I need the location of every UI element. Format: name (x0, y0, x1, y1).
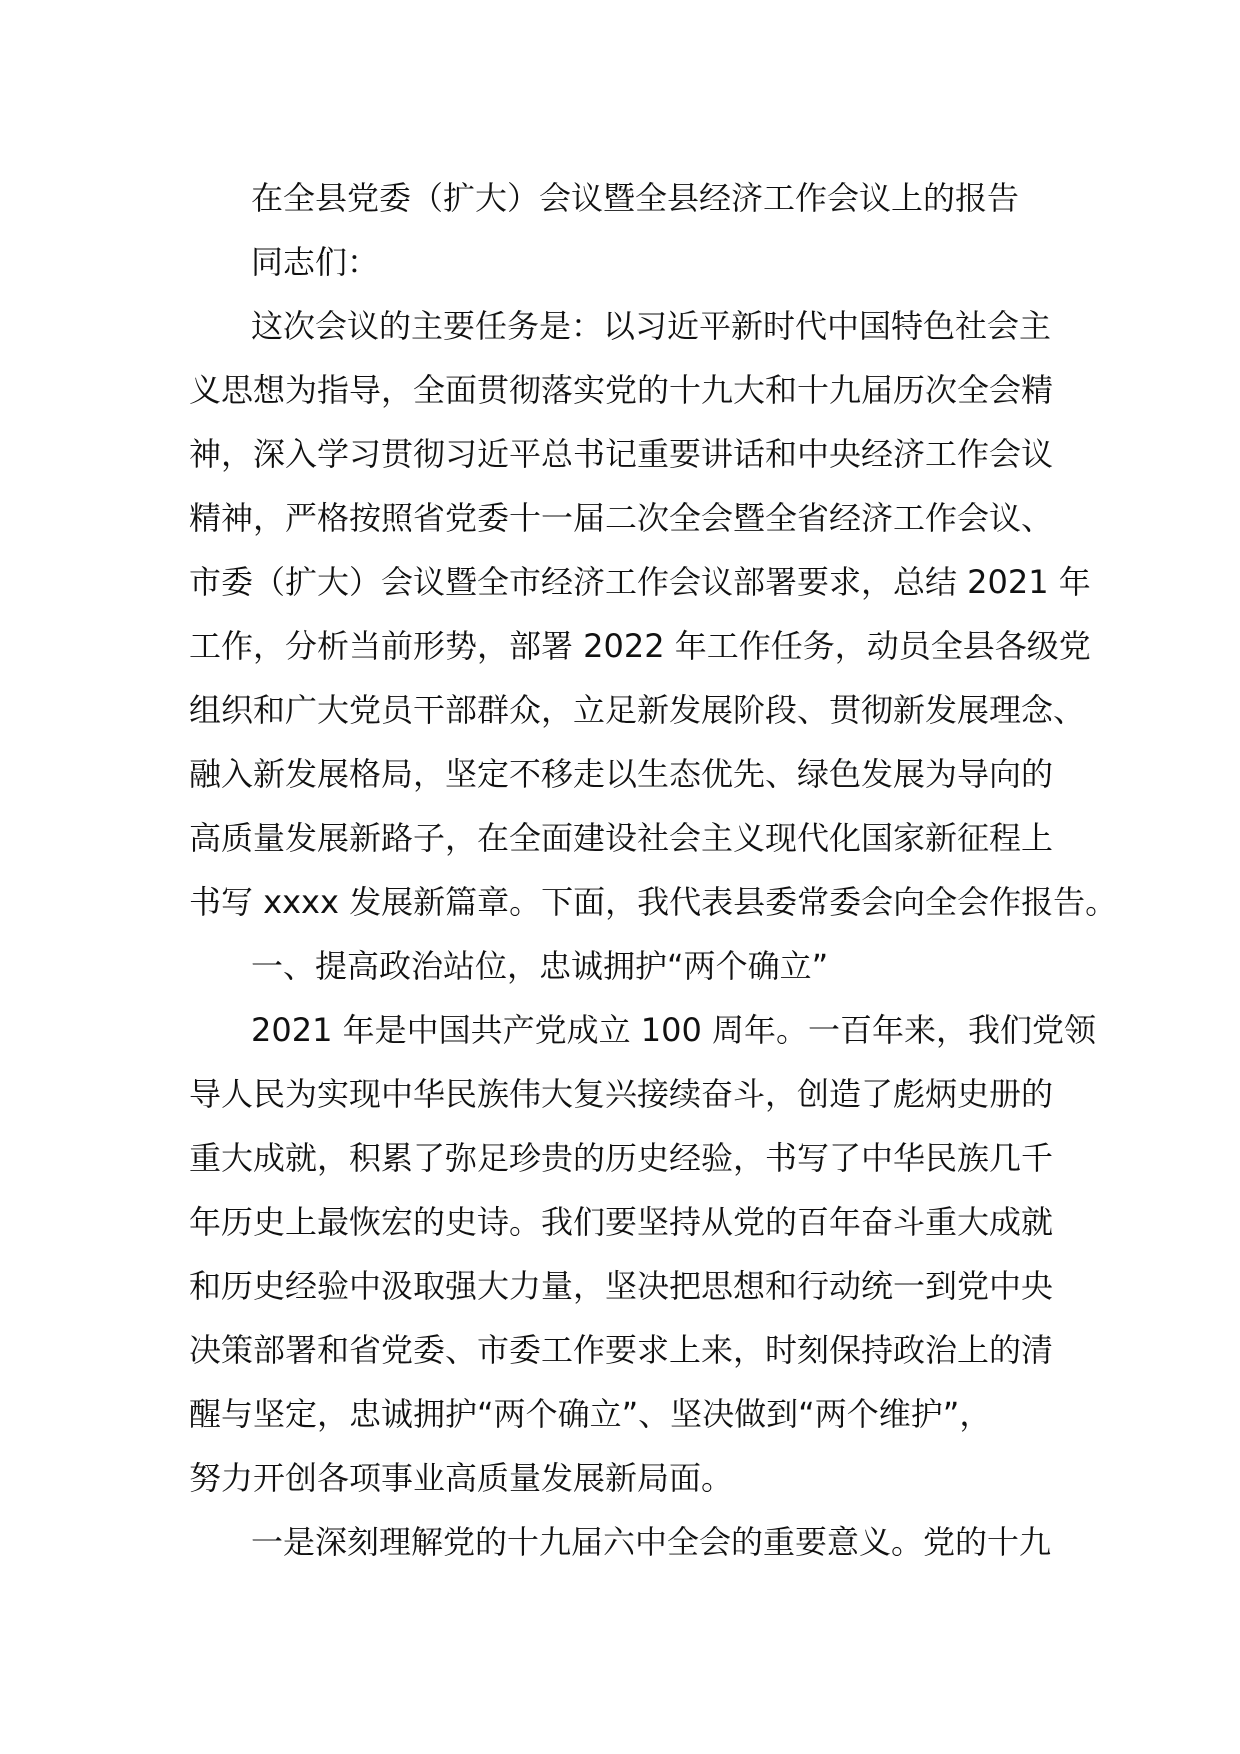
section-heading: 一、提高政治站位，忠诚拥护“两个确立” (251, 947, 829, 985)
paragraph-line: 努力开创各项事业高质量发展新局面。 (189, 1459, 734, 1497)
paragraph-line: 融入新发展格局，坚定不移走以生态优先、绿色发展为导向的 (189, 755, 1054, 793)
paragraph-line: 组织和广大党员干部群众，立足新发展阶段、贯彻新发展理念、 (189, 691, 1086, 729)
paragraph-line: 这次会议的主要任务是：以习近平新时代中国特色社会主 (251, 307, 1052, 345)
document-title: 在全县党委（扩大）会议暨全县经济工作会议上的报告 (251, 179, 1020, 217)
paragraph-line: 义思想为指导，全面贯彻落实党的十九大和十九届历次全会精 (189, 371, 1054, 409)
paragraph-line: 和历史经验中汲取强大力量，坚决把思想和行动统一到党中央 (189, 1267, 1054, 1305)
paragraph-line: 2021 年是中国共产党成立 100 周年。一百年来，我们党领 (251, 1011, 1097, 1049)
paragraph-line: 高质量发展新路子，在全面建设社会主义现代化国家新征程上 (189, 819, 1054, 857)
paragraph-line: 年历史上最恢宏的史诗。我们要坚持从党的百年奋斗重大成就 (189, 1203, 1054, 1241)
document-body (189, 166, 1118, 1574)
paragraph-line: 一是深刻理解党的十九届六中全会的重要意义。党的十九 (251, 1523, 1052, 1561)
paragraph-line: 书写 xxxx 发展新篇章。下面，我代表县委常委会向全会作报告。 (189, 883, 1118, 921)
paragraph-line: 醒与坚定，忠诚拥护“两个确立”、坚决做到“两个维护”， (189, 1395, 992, 1433)
paragraph-line: 精神，严格按照省党委十一届二次全会暨全省经济工作会议、 (189, 499, 1054, 537)
paragraph-line: 决策部署和省党委、市委工作要求上来，时刻保持政治上的清 (189, 1331, 1054, 1369)
paragraph-line: 神，深入学习贯彻习近平总书记重要讲话和中央经济工作会议 (189, 435, 1054, 473)
paragraph-line: 导人民为实现中华民族伟大复兴接续奋斗，创造了彪炳史册的 (189, 1075, 1054, 1113)
paragraph-line: 市委（扩大）会议暨全市经济工作会议部署要求，总结 2021 年 (189, 563, 1091, 601)
paragraph-line: 重大成就，积累了弥足珍贵的历史经验，书写了中华民族几千 (189, 1139, 1054, 1177)
paragraph-line: 工作，分析当前形势，部署 2022 年工作任务，动员全县各级党 (189, 627, 1091, 665)
salutation: 同志们： (251, 243, 380, 281)
